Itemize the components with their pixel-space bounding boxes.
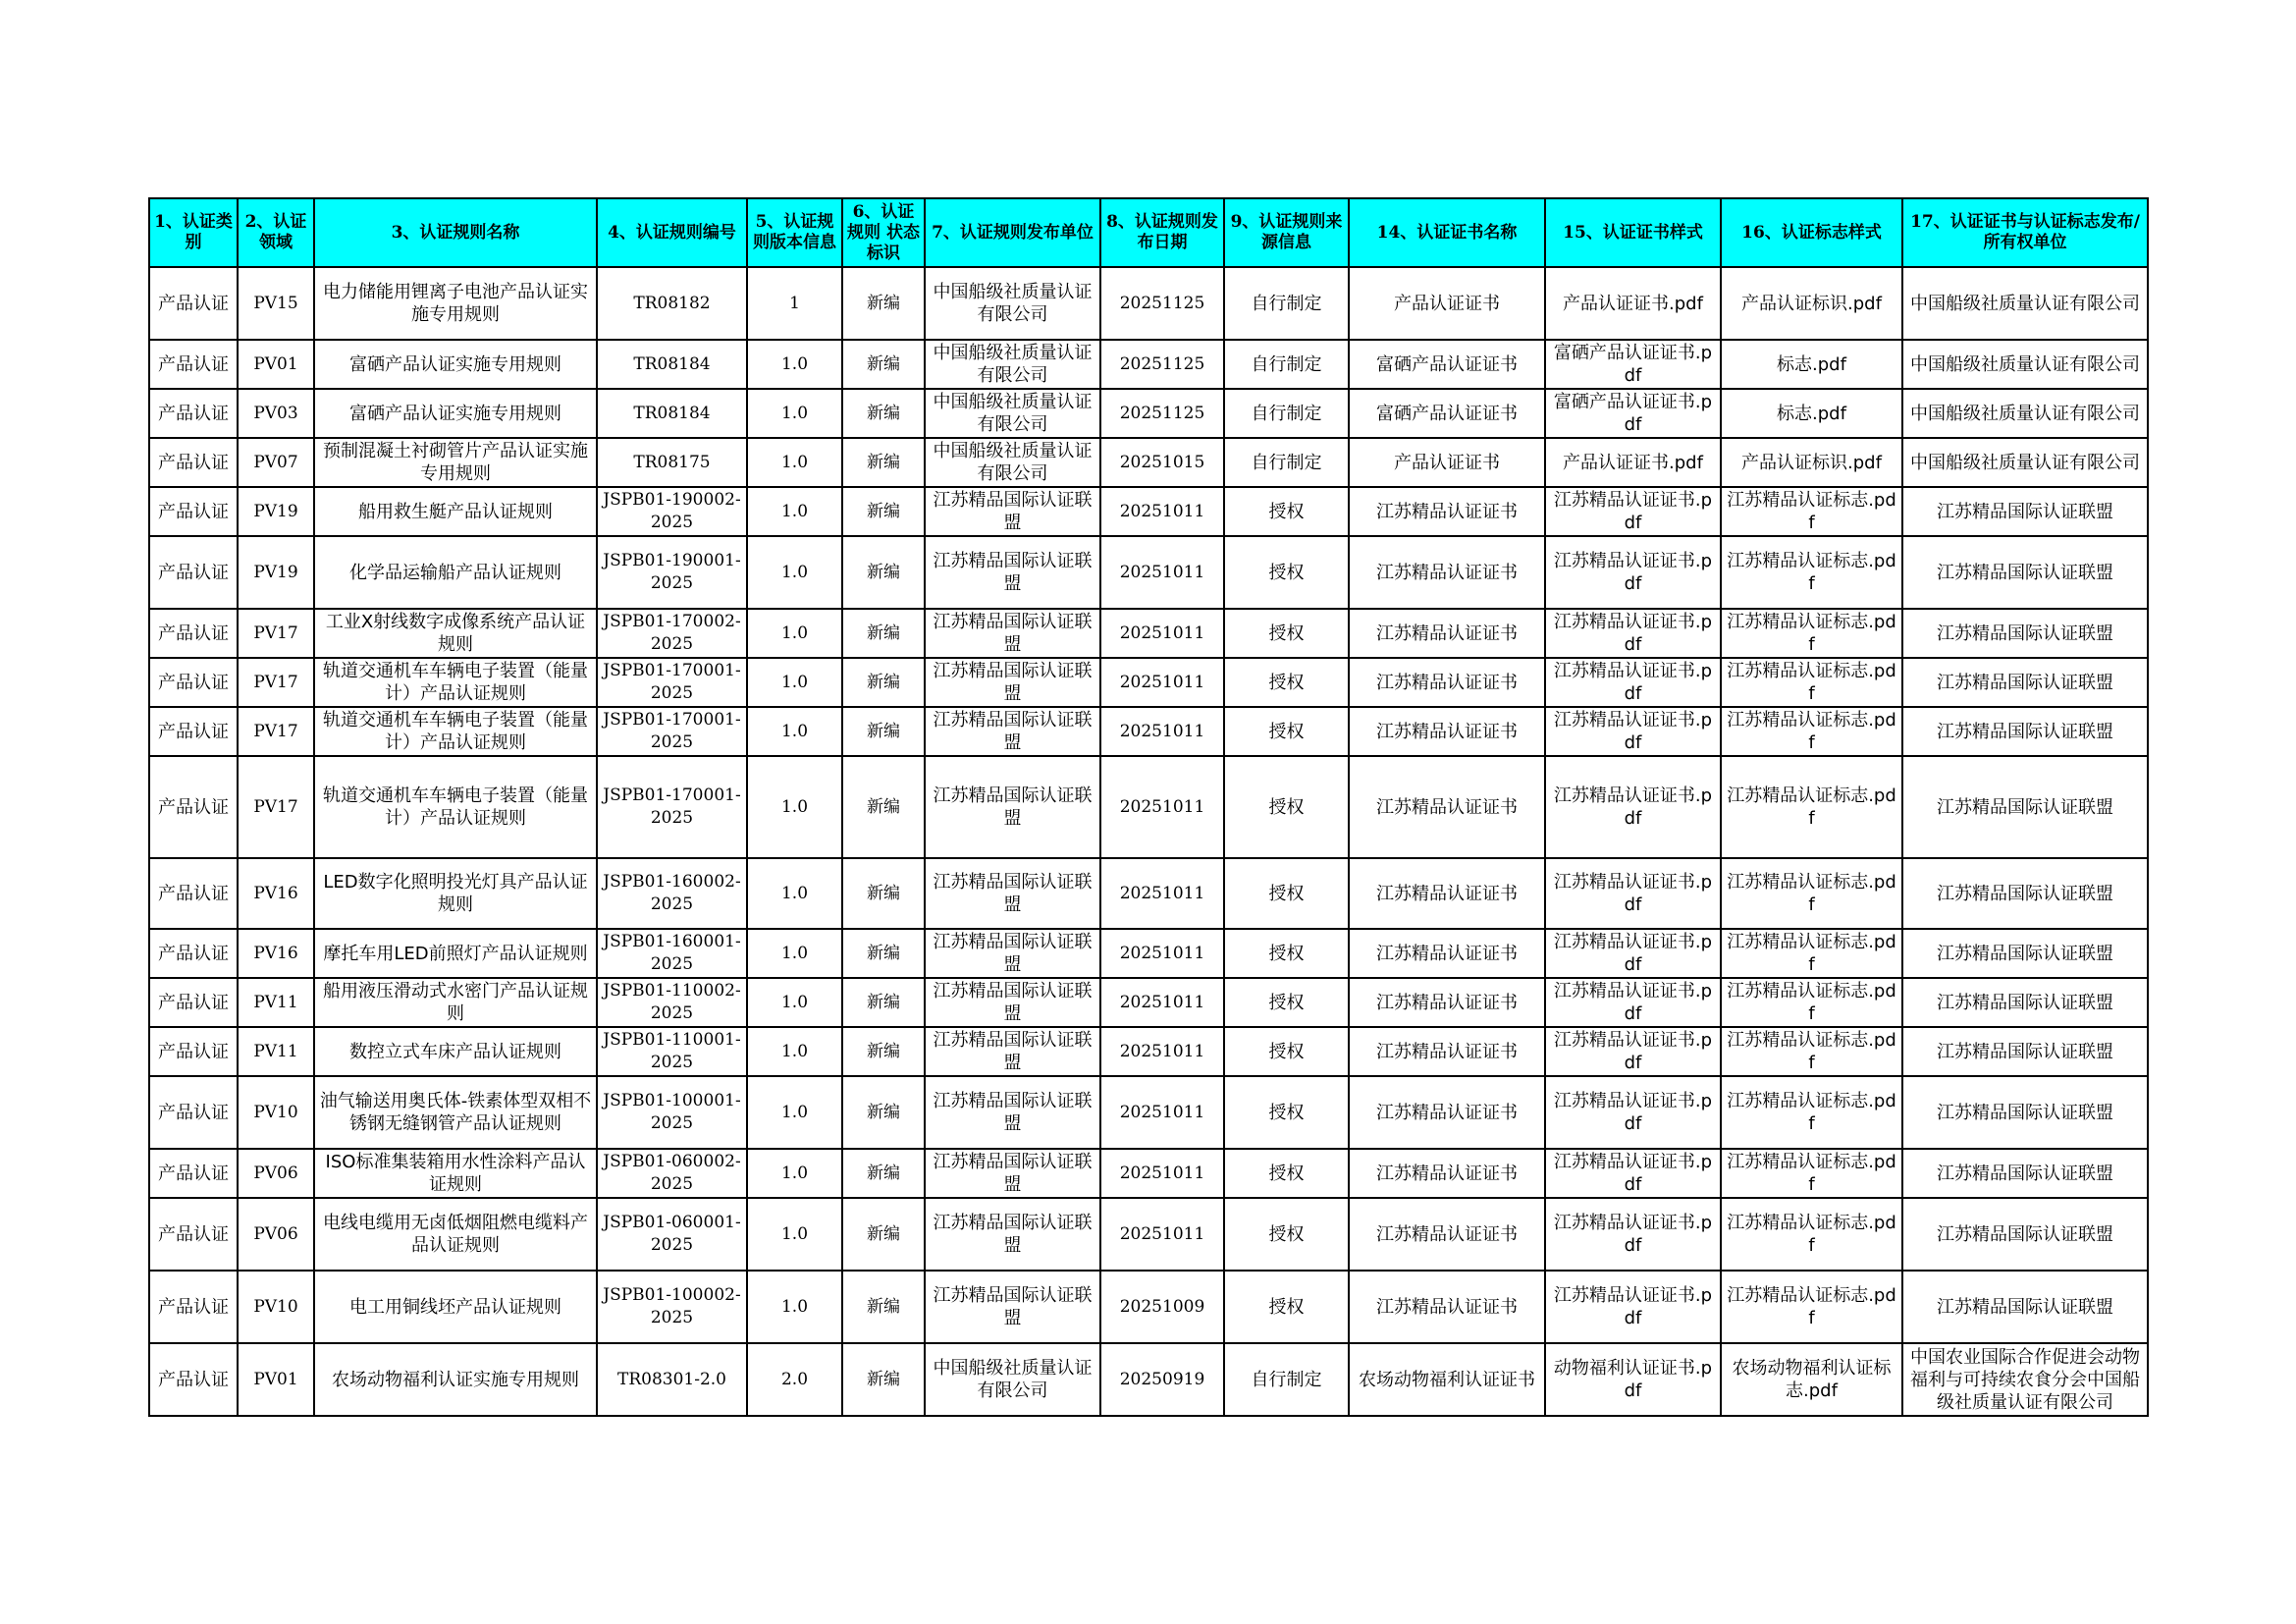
table-cell: 1.0 xyxy=(747,487,842,536)
header-cell: 16、认证标志样式 xyxy=(1721,198,1902,267)
table-cell: 江苏精品认证标志.pdf xyxy=(1721,858,1902,929)
table-cell: 新编 xyxy=(842,756,925,858)
header-cell: 4、认证规则编号 xyxy=(597,198,747,267)
table-cell: 20251011 xyxy=(1100,658,1224,707)
table-cell: 新编 xyxy=(842,929,925,978)
table-cell: PV06 xyxy=(238,1149,314,1198)
table-cell: 产品认证 xyxy=(149,658,238,707)
table-cell: PV07 xyxy=(238,438,314,487)
table-row xyxy=(149,1076,2148,1149)
table-cell: JSPB01-100001-2025 xyxy=(597,1076,747,1149)
table-cell: 预制混凝土衬砌管片产品认证实施专用规则 xyxy=(314,438,597,487)
table-row xyxy=(149,267,2148,340)
table-cell: TR08175 xyxy=(597,438,747,487)
table-cell: 江苏精品认证标志.pdf xyxy=(1721,658,1902,707)
table-cell: 江苏精品国际认证联盟 xyxy=(1902,978,2148,1027)
table-cell: TR08184 xyxy=(597,340,747,389)
table-cell: 授权 xyxy=(1224,487,1349,536)
table-cell: 江苏精品认证证书.pdf xyxy=(1545,487,1721,536)
table-cell: JSPB01-190001-2025 xyxy=(597,536,747,609)
table-cell: 自行制定 xyxy=(1224,340,1349,389)
table-cell: 产品认证证书 xyxy=(1349,267,1545,340)
table-cell: 授权 xyxy=(1224,1149,1349,1198)
table-cell: 江苏精品国际认证联盟 xyxy=(1902,929,2148,978)
table-cell: 江苏精品国际认证联盟 xyxy=(1902,1076,2148,1149)
table-cell: PV16 xyxy=(238,929,314,978)
table-cell: 授权 xyxy=(1224,858,1349,929)
table-cell: 江苏精品认证证书.pdf xyxy=(1545,1076,1721,1149)
table-cell: PV03 xyxy=(238,389,314,438)
table-cell: 授权 xyxy=(1224,978,1349,1027)
table-cell: 江苏精品国际认证联盟 xyxy=(925,487,1100,536)
table-cell: PV17 xyxy=(238,756,314,858)
table-cell: 江苏精品认证证书 xyxy=(1349,707,1545,756)
table-row xyxy=(149,1027,2148,1076)
table-row xyxy=(149,536,2148,609)
table-cell: 20251011 xyxy=(1100,978,1224,1027)
table-cell: TR08184 xyxy=(597,389,747,438)
table-cell: 新编 xyxy=(842,1149,925,1198)
table-cell: 江苏精品认证证书.pdf xyxy=(1545,978,1721,1027)
header-cell: 17、认证证书与认证标志发布/所有权单位 xyxy=(1902,198,2148,267)
table-cell: 江苏精品认证证书.pdf xyxy=(1545,707,1721,756)
header-cell: 8、认证规则发布日期 xyxy=(1100,198,1224,267)
table-cell: 江苏精品国际认证联盟 xyxy=(925,658,1100,707)
header-cell: 14、认证证书名称 xyxy=(1349,198,1545,267)
table-cell: 授权 xyxy=(1224,1198,1349,1271)
table-cell: 江苏精品国际认证联盟 xyxy=(925,978,1100,1027)
table-cell: PV19 xyxy=(238,487,314,536)
table-cell: 中国船级社质量认证有限公司 xyxy=(1902,438,2148,487)
table-cell: 20251011 xyxy=(1100,707,1224,756)
table-cell: 农场动物福利认证标志.pdf xyxy=(1721,1343,1902,1416)
table-cell: PV11 xyxy=(238,1027,314,1076)
table-cell: 富硒产品认证证书.pdf xyxy=(1545,340,1721,389)
table-cell: 产品认证 xyxy=(149,536,238,609)
table-cell: JSPB01-060001-2025 xyxy=(597,1198,747,1271)
table-cell: 江苏精品认证证书.pdf xyxy=(1545,1198,1721,1271)
table-cell: PV01 xyxy=(238,340,314,389)
table-cell: 新编 xyxy=(842,1027,925,1076)
table-cell: 新编 xyxy=(842,1271,925,1343)
table-cell: 新编 xyxy=(842,487,925,536)
table-cell: 1.0 xyxy=(747,978,842,1027)
header-cell: 9、认证规则来源信息 xyxy=(1224,198,1349,267)
table-cell: 20251011 xyxy=(1100,487,1224,536)
table-cell: 江苏精品认证证书 xyxy=(1349,756,1545,858)
table-cell: 新编 xyxy=(842,978,925,1027)
header-cell: 1、认证类别 xyxy=(149,198,238,267)
table-cell: 1.0 xyxy=(747,536,842,609)
table-cell: 船用救生艇产品认证规则 xyxy=(314,487,597,536)
table-cell: 工业X射线数字成像系统产品认证规则 xyxy=(314,609,597,658)
table-cell: 江苏精品认证证书 xyxy=(1349,1198,1545,1271)
table-cell: 中国船级社质量认证有限公司 xyxy=(925,267,1100,340)
table-cell: JSPB01-170001-2025 xyxy=(597,756,747,858)
header-cell: 3、认证规则名称 xyxy=(314,198,597,267)
table-cell: 中国船级社质量认证有限公司 xyxy=(925,1343,1100,1416)
table-cell: 1.0 xyxy=(747,1076,842,1149)
table-cell: 产品认证 xyxy=(149,1149,238,1198)
table-cell: 1.0 xyxy=(747,1027,842,1076)
table-row xyxy=(149,978,2148,1027)
table-cell: 自行制定 xyxy=(1224,389,1349,438)
table-cell: 轨道交通机车车辆电子装置（能量计）产品认证规则 xyxy=(314,707,597,756)
header-cell: 7、认证规则发布单位 xyxy=(925,198,1100,267)
table-cell: JSPB01-160002-2025 xyxy=(597,858,747,929)
table-cell: 授权 xyxy=(1224,1271,1349,1343)
table-row xyxy=(149,340,2148,389)
table-cell: 江苏精品认证标志.pdf xyxy=(1721,1149,1902,1198)
table-cell: 2.0 xyxy=(747,1343,842,1416)
table-cell: 电线电缆用无卤低烟阻燃电缆料产品认证规则 xyxy=(314,1198,597,1271)
table-cell: 江苏精品认证证书 xyxy=(1349,1149,1545,1198)
table-cell: JSPB01-110001-2025 xyxy=(597,1027,747,1076)
table-cell: 1.0 xyxy=(747,658,842,707)
table-cell: 产品认证标识.pdf xyxy=(1721,438,1902,487)
table-cell: 新编 xyxy=(842,536,925,609)
table-cell: PV17 xyxy=(238,609,314,658)
table-cell: 中国船级社质量认证有限公司 xyxy=(1902,267,2148,340)
table-cell: 自行制定 xyxy=(1224,438,1349,487)
table-cell: JSPB01-170002-2025 xyxy=(597,609,747,658)
table-cell: 江苏精品认证标志.pdf xyxy=(1721,609,1902,658)
table-cell: PV15 xyxy=(238,267,314,340)
table-cell: JSPB01-160001-2025 xyxy=(597,929,747,978)
table-cell: 江苏精品国际认证联盟 xyxy=(1902,858,2148,929)
table-cell: 新编 xyxy=(842,658,925,707)
table-cell: 1.0 xyxy=(747,1149,842,1198)
table-cell: 中国农业国际合作促进会动物福利与可持续农食分会中国船级社质量认证有限公司 xyxy=(1902,1343,2148,1416)
table-cell: 江苏精品认证证书.pdf xyxy=(1545,536,1721,609)
table-cell: 江苏精品认证标志.pdf xyxy=(1721,756,1902,858)
table-cell: 1.0 xyxy=(747,858,842,929)
table-cell: 江苏精品国际认证联盟 xyxy=(1902,707,2148,756)
table-cell: 1.0 xyxy=(747,389,842,438)
table-cell: 产品认证 xyxy=(149,1076,238,1149)
table-cell: PV11 xyxy=(238,978,314,1027)
table-cell: 轨道交通机车车辆电子装置（能量计）产品认证规则 xyxy=(314,756,597,858)
table-cell: 新编 xyxy=(842,438,925,487)
table-cell: 新编 xyxy=(842,1198,925,1271)
table-cell: 产品认证 xyxy=(149,707,238,756)
table-cell: 江苏精品国际认证联盟 xyxy=(1902,536,2148,609)
table-cell: 江苏精品认证证书 xyxy=(1349,487,1545,536)
table-cell: PV01 xyxy=(238,1343,314,1416)
table-cell: 江苏精品认证证书.pdf xyxy=(1545,929,1721,978)
table-cell: 江苏精品认证标志.pdf xyxy=(1721,487,1902,536)
table-cell: 油气输送用奥氏体-铁素体型双相不锈钢无缝钢管产品认证规则 xyxy=(314,1076,597,1149)
table-cell: 20251011 xyxy=(1100,1027,1224,1076)
header-cell: 2、认证领域 xyxy=(238,198,314,267)
table-cell: 授权 xyxy=(1224,1076,1349,1149)
table-cell: 富硒产品认证证书 xyxy=(1349,340,1545,389)
table-cell: 20251011 xyxy=(1100,929,1224,978)
table-cell: PV06 xyxy=(238,1198,314,1271)
table-cell: 江苏精品国际认证联盟 xyxy=(925,858,1100,929)
table-cell: 产品认证 xyxy=(149,487,238,536)
table-cell: 新编 xyxy=(842,267,925,340)
table-cell: 新编 xyxy=(842,609,925,658)
table-cell: 江苏精品国际认证联盟 xyxy=(925,1198,1100,1271)
table-cell: 江苏精品认证标志.pdf xyxy=(1721,536,1902,609)
table-cell: 产品认证 xyxy=(149,438,238,487)
table-cell: 1.0 xyxy=(747,707,842,756)
table-cell: 富硒产品认证证书 xyxy=(1349,389,1545,438)
table-cell: ISO标准集装箱用水性涂料产品认证规则 xyxy=(314,1149,597,1198)
table-cell: JSPB01-170001-2025 xyxy=(597,707,747,756)
table-cell: PV17 xyxy=(238,707,314,756)
table-cell: 产品认证 xyxy=(149,1271,238,1343)
table-cell: 授权 xyxy=(1224,1027,1349,1076)
table-cell: 船用液压滑动式水密门产品认证规则 xyxy=(314,978,597,1027)
table-cell: 富硒产品认证实施专用规则 xyxy=(314,389,597,438)
table-cell: 产品认证 xyxy=(149,756,238,858)
table-cell: 1.0 xyxy=(747,609,842,658)
table-cell: 新编 xyxy=(842,340,925,389)
table-cell: 产品认证证书 xyxy=(1349,438,1545,487)
table-cell: 中国船级社质量认证有限公司 xyxy=(925,438,1100,487)
table-cell: 20251011 xyxy=(1100,1076,1224,1149)
table-cell: 标志.pdf xyxy=(1721,389,1902,438)
table-cell: 江苏精品认证证书.pdf xyxy=(1545,1271,1721,1343)
table-row xyxy=(149,389,2148,438)
table-cell: JSPB01-190002-2025 xyxy=(597,487,747,536)
table-row xyxy=(149,929,2148,978)
table-row xyxy=(149,858,2148,929)
table-cell: 江苏精品认证标志.pdf xyxy=(1721,1271,1902,1343)
table-cell: 授权 xyxy=(1224,707,1349,756)
table-cell: 江苏精品国际认证联盟 xyxy=(1902,1198,2148,1271)
table-row xyxy=(149,658,2148,707)
table-row xyxy=(149,756,2148,858)
table-row xyxy=(149,438,2148,487)
table-cell: 新编 xyxy=(842,707,925,756)
table-cell: 电工用铜线坯产品认证规则 xyxy=(314,1271,597,1343)
table-row xyxy=(149,1271,2148,1343)
table-cell: 授权 xyxy=(1224,536,1349,609)
table-row xyxy=(149,487,2148,536)
table-cell: 江苏精品认证标志.pdf xyxy=(1721,1076,1902,1149)
table-cell: 产品认证 xyxy=(149,929,238,978)
table-cell: 产品认证 xyxy=(149,267,238,340)
table-cell: 产品认证 xyxy=(149,1343,238,1416)
table-cell: JSPB01-060002-2025 xyxy=(597,1149,747,1198)
table-cell: 20251011 xyxy=(1100,756,1224,858)
table-cell: 产品认证证书.pdf xyxy=(1545,267,1721,340)
table-cell: 江苏精品认证证书.pdf xyxy=(1545,1027,1721,1076)
table-cell: 富硒产品认证实施专用规则 xyxy=(314,340,597,389)
table-cell: 20251011 xyxy=(1100,1198,1224,1271)
table-cell: 产品认证 xyxy=(149,609,238,658)
table-cell: 标志.pdf xyxy=(1721,340,1902,389)
table-cell: 化学品运输船产品认证规则 xyxy=(314,536,597,609)
table-cell: 江苏精品认证证书 xyxy=(1349,1027,1545,1076)
table-cell: 江苏精品认证证书 xyxy=(1349,536,1545,609)
table-cell: 江苏精品认证证书 xyxy=(1349,978,1545,1027)
table-cell: 20251011 xyxy=(1100,536,1224,609)
table-cell: 20250919 xyxy=(1100,1343,1224,1416)
table-cell: 产品认证证书.pdf xyxy=(1545,438,1721,487)
table-cell: 江苏精品认证标志.pdf xyxy=(1721,1027,1902,1076)
table-cell: 动物福利认证证书.pdf xyxy=(1545,1343,1721,1416)
table-cell: 江苏精品国际认证联盟 xyxy=(1902,1027,2148,1076)
table-cell: 江苏精品国际认证联盟 xyxy=(925,1076,1100,1149)
table-cell: 江苏精品认证证书 xyxy=(1349,658,1545,707)
table-cell: 江苏精品国际认证联盟 xyxy=(925,1027,1100,1076)
table-body xyxy=(149,267,2148,1416)
table-cell: 1.0 xyxy=(747,756,842,858)
header-cell: 6、认证规则 状态标识 xyxy=(842,198,925,267)
table-cell: 中国船级社质量认证有限公司 xyxy=(925,389,1100,438)
table-cell: 江苏精品国际认证联盟 xyxy=(925,1149,1100,1198)
table-cell: 自行制定 xyxy=(1224,267,1349,340)
table-cell: 中国船级社质量认证有限公司 xyxy=(1902,389,2148,438)
header-cell: 15、认证证书样式 xyxy=(1545,198,1721,267)
table-cell: 江苏精品认证证书 xyxy=(1349,858,1545,929)
table-cell: 江苏精品国际认证联盟 xyxy=(925,1271,1100,1343)
table-cell: 20251015 xyxy=(1100,438,1224,487)
table-cell: 江苏精品认证标志.pdf xyxy=(1721,707,1902,756)
table-cell: 新编 xyxy=(842,1076,925,1149)
table-cell: 20251125 xyxy=(1100,389,1224,438)
table-cell: 产品认证 xyxy=(149,340,238,389)
table-cell: 电力储能用锂离子电池产品认证实施专用规则 xyxy=(314,267,597,340)
table-cell: 20251009 xyxy=(1100,1271,1224,1343)
table-cell: 轨道交通机车车辆电子装置（能量计）产品认证规则 xyxy=(314,658,597,707)
table-cell: 江苏精品认证证书 xyxy=(1349,929,1545,978)
table-cell: 江苏精品认证标志.pdf xyxy=(1721,978,1902,1027)
table-cell: 江苏精品认证证书.pdf xyxy=(1545,858,1721,929)
table-cell: 江苏精品国际认证联盟 xyxy=(925,536,1100,609)
table-cell: PV10 xyxy=(238,1271,314,1343)
table-cell: 中国船级社质量认证有限公司 xyxy=(1902,340,2148,389)
table-cell: 20251011 xyxy=(1100,858,1224,929)
table-cell: 产品认证 xyxy=(149,1027,238,1076)
table-cell: 江苏精品认证证书.pdf xyxy=(1545,1149,1721,1198)
table-cell: 1.0 xyxy=(747,1271,842,1343)
table-cell: 1.0 xyxy=(747,438,842,487)
table-cell: PV10 xyxy=(238,1076,314,1149)
table-cell: 江苏精品国际认证联盟 xyxy=(1902,609,2148,658)
table-cell: 新编 xyxy=(842,858,925,929)
table-cell: 江苏精品国际认证联盟 xyxy=(1902,487,2148,536)
table-row xyxy=(149,1198,2148,1271)
table-cell: 1.0 xyxy=(747,929,842,978)
table-cell: PV16 xyxy=(238,858,314,929)
header-row xyxy=(149,198,2148,267)
table-row xyxy=(149,707,2148,756)
table-cell: 江苏精品国际认证联盟 xyxy=(925,609,1100,658)
table-cell: 1 xyxy=(747,267,842,340)
table-cell: 产品认证 xyxy=(149,1198,238,1271)
table-cell: TR08182 xyxy=(597,267,747,340)
table-cell: 摩托车用LED前照灯产品认证规则 xyxy=(314,929,597,978)
table-cell: 授权 xyxy=(1224,929,1349,978)
table-cell: 新编 xyxy=(842,389,925,438)
table-cell: 授权 xyxy=(1224,658,1349,707)
table-cell: 江苏精品国际认证联盟 xyxy=(925,707,1100,756)
table-cell: 数控立式车床产品认证规则 xyxy=(314,1027,597,1076)
table-cell: 江苏精品国际认证联盟 xyxy=(1902,1149,2148,1198)
table-cell: 江苏精品认证证书.pdf xyxy=(1545,756,1721,858)
table-cell: 农场动物福利认证实施专用规则 xyxy=(314,1343,597,1416)
certification-rules-table xyxy=(148,197,2149,1417)
table-cell: 江苏精品国际认证联盟 xyxy=(925,929,1100,978)
table-cell: 20251011 xyxy=(1100,609,1224,658)
table-cell: 新编 xyxy=(842,1343,925,1416)
table-cell: 20251011 xyxy=(1100,1149,1224,1198)
table-cell: PV17 xyxy=(238,658,314,707)
table-cell: 1.0 xyxy=(747,340,842,389)
table-cell: 产品认证 xyxy=(149,858,238,929)
table-row xyxy=(149,1149,2148,1198)
table-cell: 江苏精品国际认证联盟 xyxy=(1902,658,2148,707)
table-cell: 江苏精品认证证书.pdf xyxy=(1545,609,1721,658)
table-cell: JSPB01-100002-2025 xyxy=(597,1271,747,1343)
table-cell: 江苏精品国际认证联盟 xyxy=(1902,1271,2148,1343)
table-cell: 中国船级社质量认证有限公司 xyxy=(925,340,1100,389)
table-cell: 20251125 xyxy=(1100,340,1224,389)
table-cell: 江苏精品国际认证联盟 xyxy=(1902,756,2148,858)
table-cell: 江苏精品认证标志.pdf xyxy=(1721,1198,1902,1271)
table-cell: 授权 xyxy=(1224,609,1349,658)
table-cell: 江苏精品认证证书 xyxy=(1349,1076,1545,1149)
table-cell: 产品认证 xyxy=(149,978,238,1027)
table-cell: 1.0 xyxy=(747,1198,842,1271)
table-cell: 江苏精品认证证书 xyxy=(1349,609,1545,658)
table-cell: 农场动物福利认证证书 xyxy=(1349,1343,1545,1416)
table-cell: 产品认证 xyxy=(149,389,238,438)
table-cell: 授权 xyxy=(1224,756,1349,858)
table-cell: 自行制定 xyxy=(1224,1343,1349,1416)
header-cell: 5、认证规则版本信息 xyxy=(747,198,842,267)
table-row xyxy=(149,609,2148,658)
table-cell: 江苏精品国际认证联盟 xyxy=(925,756,1100,858)
table-cell: TR08301-2.0 xyxy=(597,1343,747,1416)
table-cell: JSPB01-110002-2025 xyxy=(597,978,747,1027)
table-cell: 产品认证标识.pdf xyxy=(1721,267,1902,340)
table-cell: PV19 xyxy=(238,536,314,609)
table-cell: JSPB01-170001-2025 xyxy=(597,658,747,707)
table-row xyxy=(149,1343,2148,1416)
table-cell: 20251125 xyxy=(1100,267,1224,340)
table-cell: LED数字化照明投光灯具产品认证规则 xyxy=(314,858,597,929)
table-cell: 富硒产品认证证书.pdf xyxy=(1545,389,1721,438)
table-cell: 江苏精品认证标志.pdf xyxy=(1721,929,1902,978)
table-cell: 江苏精品认证证书 xyxy=(1349,1271,1545,1343)
table-cell: 江苏精品认证证书.pdf xyxy=(1545,658,1721,707)
